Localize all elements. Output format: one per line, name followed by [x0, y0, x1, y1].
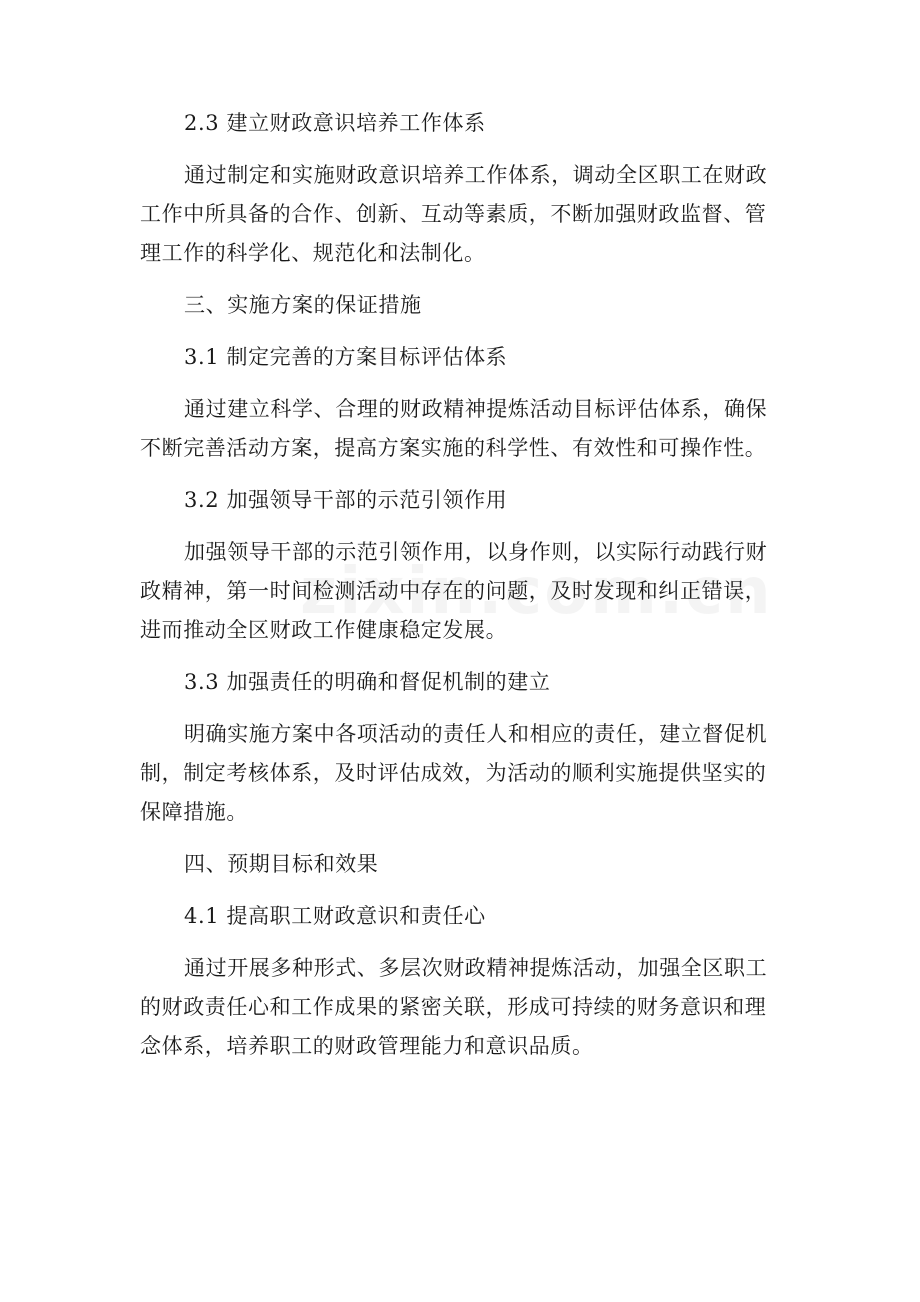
section-4-1-paragraph — [140, 949, 780, 1066]
paragraph-line: 不断完善活动方案，提高方案实施的科学性、有效性和可操作性。 — [140, 436, 767, 460]
section-3-3-paragraph — [140, 715, 780, 832]
paragraph-line: 通过制定和实施财政意识培养工作体系，调动全区职工在财政 — [184, 163, 768, 187]
section-3-2-heading: 3.2 加强领导干部的示范引领作用 — [184, 488, 508, 512]
paragraph-line: 政精神，第一时间检测活动中存在的问题，及时发现和纠正错误， — [140, 579, 767, 603]
paragraph-line: 理工作的科学化、规范化和法制化。 — [140, 241, 486, 265]
section-3-1-heading: 3.1 制定完善的方案目标评估体系 — [184, 345, 508, 369]
paragraph-line: 工作中所具备的合作、创新、互动等素质，不断加强财政监督、管 — [140, 202, 767, 226]
chapter-4-heading: 四、预期目标和效果 — [184, 852, 379, 876]
paragraph-line: 通过建立科学、合理的财政精神提炼活动目标评估体系，确保 — [184, 397, 768, 421]
document-content — [140, 104, 780, 1079]
paragraph-line: 进而推动全区财政工作健康稳定发展。 — [140, 618, 508, 642]
paragraph-line: 念体系，培养职工的财政管理能力和意识品质。 — [140, 1034, 594, 1058]
paragraph-line: 保障措施。 — [140, 800, 248, 824]
paragraph-line: 明确实施方案中各项活动的责任人和相应的责任，建立督促机 — [184, 722, 768, 746]
section-3-1-paragraph — [140, 390, 780, 468]
chapter-3-heading: 三、实施方案的保证措施 — [184, 293, 422, 317]
section-3-3-heading: 3.3 加强责任的明确和督促机制的建立 — [184, 670, 551, 694]
paragraph-line: 制，制定考核体系，及时评估成效，为活动的顺利实施提供坚实的 — [140, 761, 767, 785]
paragraph-line: 通过开展多种形式、多层次财政精神提炼活动，加强全区职工 — [184, 956, 768, 980]
paragraph-line: 加强领导干部的示范引领作用，以身作则，以实际行动践行财 — [184, 540, 768, 564]
section-4-1-heading: 4.1 提高职工财政意识和责任心 — [184, 904, 486, 928]
section-2-3-heading: 2.3 建立财政意识培养工作体系 — [184, 111, 486, 135]
paragraph-line: 的财政责任心和工作成果的紧密关联，形成可持续的财务意识和理 — [140, 995, 767, 1019]
section-2-3-paragraph — [140, 156, 780, 273]
section-3-2-paragraph — [140, 533, 780, 650]
